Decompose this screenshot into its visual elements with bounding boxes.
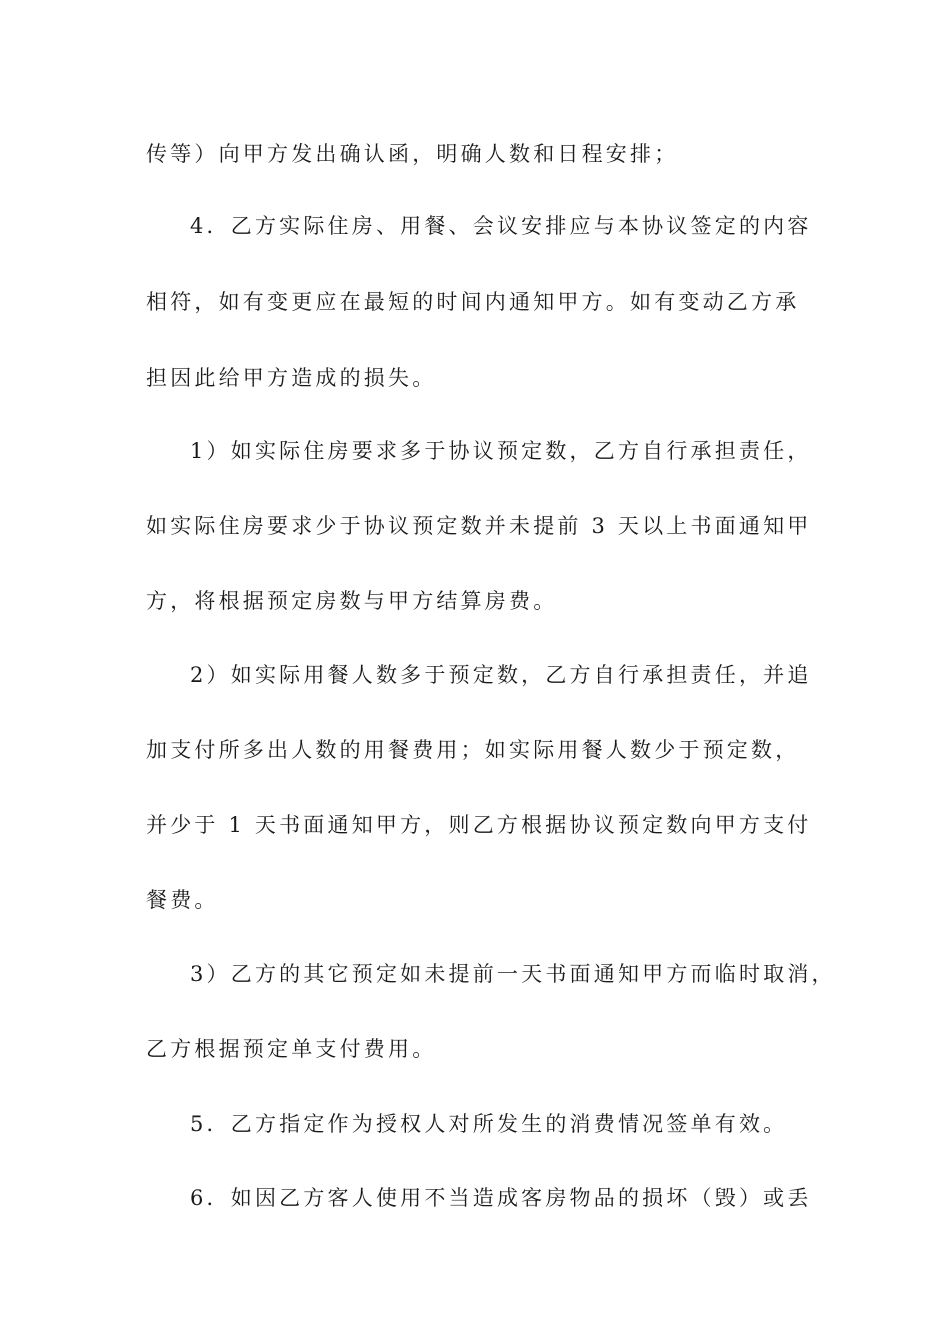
text-line: 如实际住房要求少于协议预定数并未提前 3 天以上书面通知甲: [146, 514, 812, 538]
subclause-1-line: 1）如实际住房要求多于协议预定数，乙方自行承担责任，: [190, 439, 812, 463]
text-line: 方，将根据预定房数与甲方结算房费。: [146, 589, 558, 613]
text-line: 传等）向甲方发出确认函，明确人数和日程安排；: [146, 142, 679, 166]
clause-6-line: 6．如因乙方客人使用不当造成客房物品的损坏（毁）或丢: [190, 1186, 812, 1210]
text-line: 餐费。: [146, 888, 219, 912]
clause-5-line: 5．乙方指定作为授权人对所发生的消费情况签单有效。: [190, 1112, 788, 1136]
text-line: 并少于 1 天书面通知甲方，则乙方根据协议预定数向甲方支付: [146, 813, 812, 837]
subclause-2-line: 2）如实际用餐人数多于预定数，乙方自行承担责任，并追: [190, 663, 812, 687]
text-line: 相符，如有变更应在最短的时间内通知甲方。如有变动乙方承: [146, 290, 800, 314]
text-line: 加支付所多出人数的用餐费用；如实际用餐人数少于预定数，: [146, 738, 800, 762]
subclause-3-line: 3）乙方的其它预定如未提前一天书面通知甲方而临时取消，: [190, 962, 836, 986]
text-line: 担因此给甲方造成的损失。: [146, 366, 437, 390]
text-line: 乙方根据预定单支付费用。: [146, 1037, 437, 1061]
clause-4-heading-line: 4．乙方实际住房、用餐、会议安排应与本协议签定的内容: [190, 214, 812, 238]
